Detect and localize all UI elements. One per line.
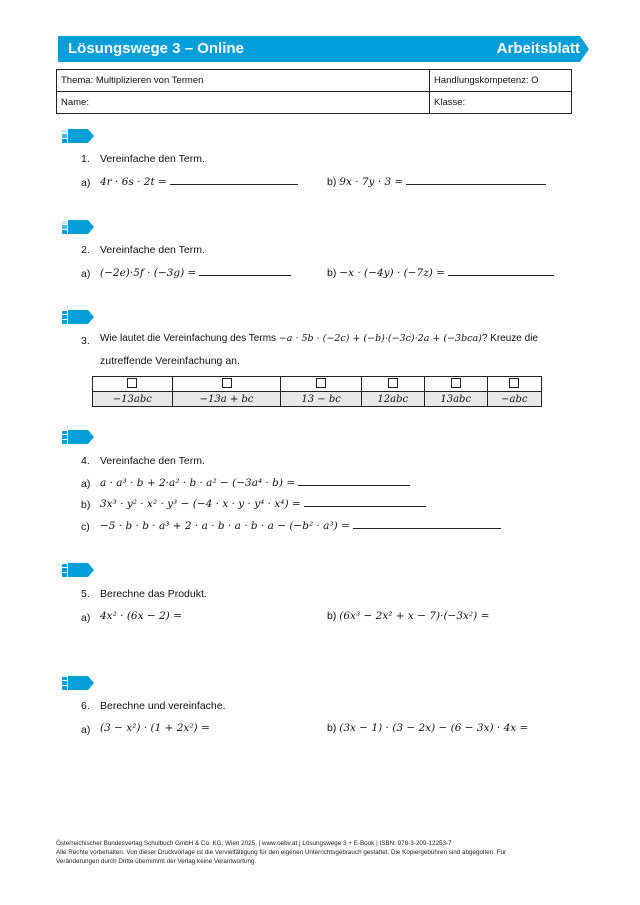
math-expression: 9x · 7y · 3 =: [339, 176, 404, 188]
math-expression: −x · (−4y) · (−7z) =: [339, 267, 445, 279]
answer-line[interactable]: [353, 519, 501, 529]
math-expression: (−2e)·5f · (−3g) =: [100, 267, 197, 279]
answer-option: 13abc: [424, 392, 487, 407]
answer-line[interactable]: [199, 266, 291, 276]
answer-option: 12abc: [361, 392, 424, 407]
difficulty-level-icon: [60, 676, 94, 690]
subtask-label: b): [327, 176, 337, 188]
subtask-b: [100, 497, 426, 510]
student-info-table: [56, 69, 572, 114]
task-instruction: Vereinfache den Term.: [100, 455, 205, 467]
task-number: 5.: [81, 588, 90, 600]
math-expression: 4r · 6s · 2t =: [100, 176, 167, 188]
difficulty-level-icon: [60, 310, 94, 324]
math-expression: a · a³ · b + 2·a² · b · a² − (−3a⁴ · b) =: [100, 477, 296, 489]
math-expression: (6x³ − 2x² + x − 7)·(−3x²) =: [339, 610, 490, 622]
task-number: 2.: [81, 244, 90, 256]
instruction-text: ? Kreuze die: [481, 333, 538, 344]
task-instruction: [100, 333, 580, 344]
checkbox[interactable]: [487, 377, 541, 392]
checkbox[interactable]: [172, 377, 281, 392]
difficulty-level-icon: [60, 430, 94, 444]
math-expression: −5 · b · b · a³ + 2 · a · b · a · b · a − (−b² · a³) =: [100, 520, 350, 532]
task-instruction: Vereinfache den Term.: [100, 244, 205, 256]
checkbox[interactable]: [361, 377, 424, 392]
worksheet-series-title: Lösungswege 3 – Online: [68, 40, 244, 57]
task-instruction: Berechne das Produkt.: [100, 588, 207, 600]
instruction-continuation: zutreffende Vereinfachung an.: [100, 355, 240, 367]
subtask-a: [100, 610, 182, 622]
subtask-b: [327, 175, 546, 188]
answer-option: 13 − bc: [281, 392, 361, 407]
topic-cell: Thema: Multiplizieren von Termen: [57, 70, 430, 92]
subtask-a: [100, 266, 291, 279]
answer-option: −abc: [487, 392, 541, 407]
checkbox[interactable]: [424, 377, 487, 392]
subtask-label: b): [327, 267, 337, 279]
difficulty-level-icon: [60, 563, 94, 577]
answer-line[interactable]: [406, 175, 546, 185]
publisher-footer: [56, 839, 586, 866]
footer-line: Österreichischer Bundesverlag Schulbuch GmbH & Co. KG, Wien 2025. | www.oebv.at | Lösungswege 3 + E-Book | ISBN: 978-3-209-12253-7: [56, 840, 452, 847]
checkbox[interactable]: [93, 377, 173, 392]
subtask-a: [100, 722, 210, 734]
subtask-b: [327, 266, 554, 279]
subtask-label: a): [81, 478, 91, 490]
math-expression: (3 − x²) · (1 + 2x²) =: [100, 722, 210, 734]
task-number: 6.: [81, 700, 90, 712]
task-number: 1.: [81, 153, 90, 165]
subtask-c: [100, 519, 501, 532]
checkbox[interactable]: [281, 377, 361, 392]
footer-line: Alle Rechte vorbehalten. Von dieser Druckvorlage ist die Vervielfältigung für den eigenen Unterrichtsgebrauch gestattet. Die Kopiergebühren sind abgegolten. Für: [56, 849, 507, 856]
difficulty-level-icon: [60, 129, 94, 143]
math-expression: −a · 5b · (−2c) + (−b)·(−3c)·2a + (−3bca): [278, 333, 482, 344]
subtask-label: b): [327, 722, 337, 734]
math-expression: 4x² · (6x − 2) =: [100, 610, 182, 622]
task-instruction: Berechne und vereinfache.: [100, 700, 226, 712]
subtask-label: b): [81, 499, 91, 511]
subtask-a: [100, 476, 410, 489]
math-expression: 3x³ · y² · x² · y³ − (−4 · x · y · y⁴ · x⁴) =: [100, 498, 301, 510]
multiple-choice-table: [92, 376, 542, 407]
subtask-label: a): [81, 268, 91, 280]
footer-line: Veränderungen durch Dritte übernimmt der Verlag keine Verantwortung.: [56, 858, 257, 865]
task-number: 4.: [81, 455, 90, 467]
answer-line[interactable]: [298, 476, 410, 486]
answer-line[interactable]: [448, 266, 554, 276]
task-instruction: Vereinfache den Term.: [100, 153, 205, 165]
answer-line[interactable]: [304, 497, 426, 507]
difficulty-level-icon: [60, 220, 94, 234]
answer-option: −13abc: [93, 392, 173, 407]
subtask-label: a): [81, 612, 91, 624]
worksheet-type-label: Arbeitsblatt: [496, 40, 580, 57]
subtask-label: c): [81, 521, 90, 533]
name-field[interactable]: Name:: [57, 92, 430, 114]
subtask-label: a): [81, 177, 91, 189]
competence-cell: Handlungskompetenz: O: [430, 70, 572, 92]
instruction-text: Wie lautet die Vereinfachung des Terms: [100, 333, 277, 344]
class-field[interactable]: Klasse:: [430, 92, 572, 114]
subtask-b: [327, 610, 489, 622]
subtask-label: a): [81, 724, 91, 736]
answer-option: −13a + bc: [172, 392, 281, 407]
header-band-arrow: [580, 36, 589, 62]
subtask-b: [327, 722, 528, 734]
answer-line[interactable]: [170, 175, 298, 185]
subtask-a: [100, 175, 298, 188]
task-number: 3.: [81, 335, 90, 347]
subtask-label: b): [327, 610, 337, 622]
math-expression: (3x − 1) · (3 − 2x) − (6 − 3x) · 4x =: [339, 722, 529, 734]
